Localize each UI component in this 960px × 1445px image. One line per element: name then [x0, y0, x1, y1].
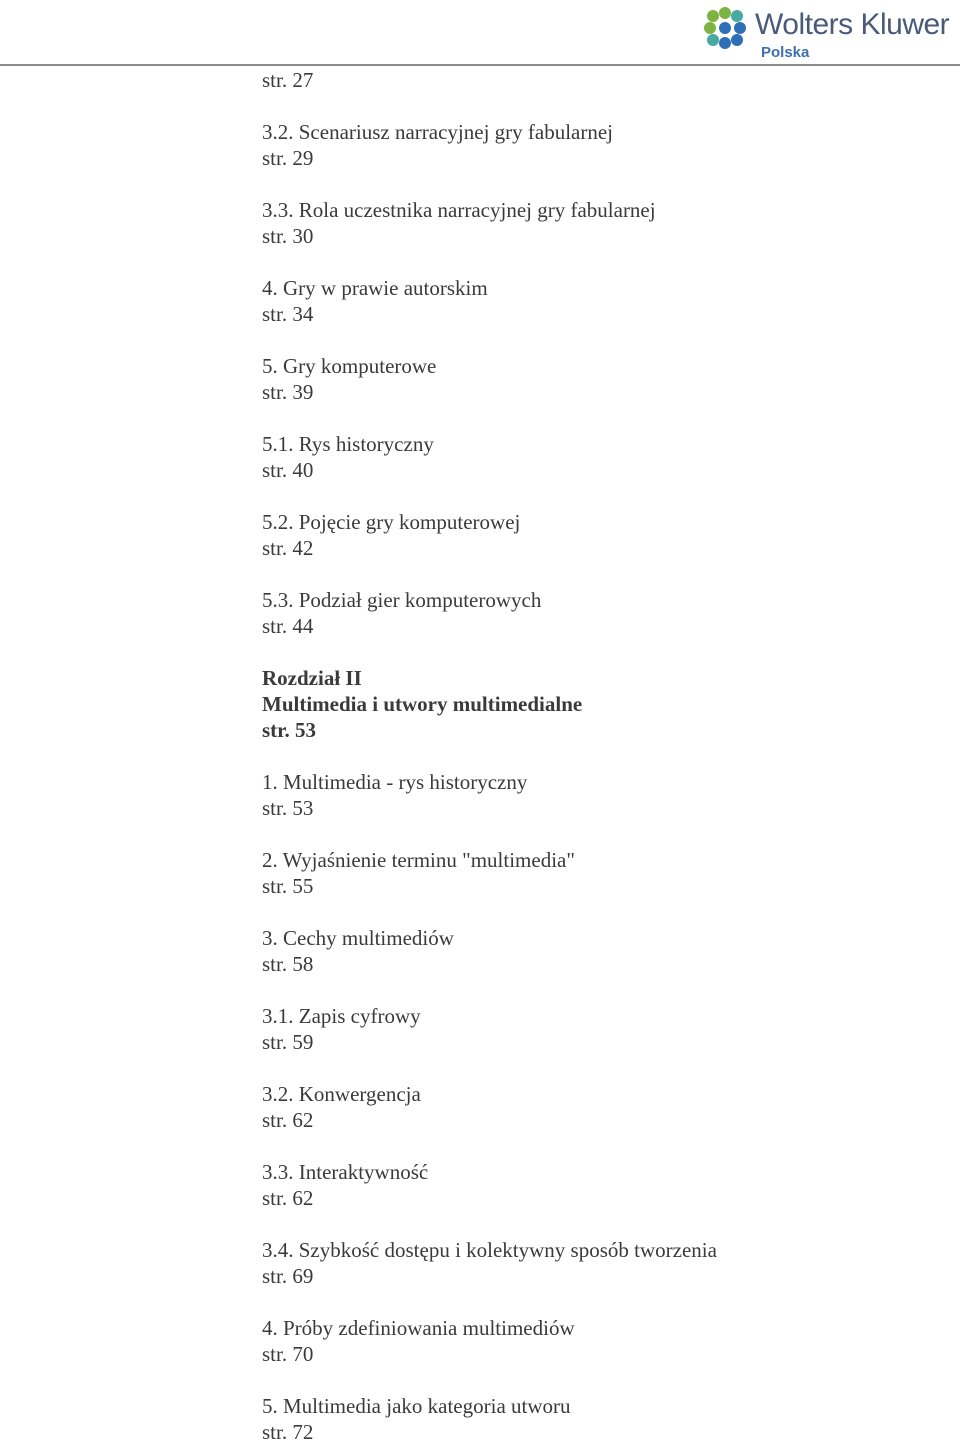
- logo-dot: [707, 34, 719, 46]
- toc-page-number: str. 29: [262, 146, 314, 170]
- toc-entry: [262, 1315, 942, 1367]
- toc-entry-title: 3.2. Scenariusz narracyjnej gry fabularnej: [262, 120, 614, 144]
- logo-dot: [734, 22, 746, 34]
- toc-chapter-title: Rozdział II: [262, 666, 362, 690]
- toc-page-number: str. 70: [262, 1342, 314, 1366]
- toc-entry-title: 5.1. Rys historyczny: [262, 432, 434, 456]
- toc-entry-title: 3.3. Rola uczestnika narracyjnej gry fabularnej: [262, 198, 656, 222]
- toc-chapter-heading: [262, 665, 942, 743]
- toc-spacer: [262, 899, 942, 925]
- toc-entry-title: 5. Multimedia jako kategoria utworu: [262, 1394, 571, 1418]
- toc-entry-title: 1. Multimedia - rys historyczny: [262, 770, 528, 794]
- toc-entry: [262, 67, 942, 93]
- toc-entry-title: 4. Próby zdefiniowania multimediów: [262, 1316, 575, 1340]
- toc-spacer: [262, 1367, 942, 1393]
- toc-spacer: [262, 327, 942, 353]
- toc-spacer: [262, 171, 942, 197]
- toc-page-number: str. 53: [262, 718, 317, 742]
- toc-page-number: str. 39: [262, 380, 314, 404]
- toc-spacer: [262, 1211, 942, 1237]
- logo-wordmark: Wolters Kluwer: [755, 8, 950, 41]
- toc-entry-title: 2. Wyjaśnienie terminu "multimedia": [262, 848, 575, 872]
- table-of-contents: [262, 67, 942, 1445]
- logo-dot: [719, 7, 731, 19]
- toc-page-number: str. 62: [262, 1108, 314, 1132]
- toc-entry-title: 4. Gry w prawie autorskim: [262, 276, 488, 300]
- toc-page-number: str. 40: [262, 458, 314, 482]
- toc-entry: [262, 769, 942, 821]
- toc-entry-title: 3.4. Szybkość dostępu i kolektywny sposób tworzenia: [262, 1238, 717, 1262]
- toc-entry: [262, 1081, 942, 1133]
- toc-page-number: str. 55: [262, 874, 314, 898]
- toc-page-number: str. 34: [262, 302, 314, 326]
- toc-entry: [262, 925, 942, 977]
- toc-entry: [262, 1393, 942, 1445]
- logo-dot: [704, 22, 716, 34]
- toc-entry: [262, 847, 942, 899]
- toc-page-number: str. 53: [262, 796, 314, 820]
- toc-spacer: [262, 821, 942, 847]
- toc-spacer: [262, 1289, 942, 1315]
- toc-page-number: str. 30: [262, 224, 314, 248]
- logo-dot: [719, 37, 731, 49]
- wolters-kluwer-logo-mark-icon: [703, 6, 747, 50]
- toc-entry: [262, 1237, 942, 1289]
- logo-dot: [731, 34, 743, 46]
- toc-entry: [262, 1003, 942, 1055]
- header-divider: [0, 64, 960, 66]
- toc-page-number: str. 44: [262, 614, 314, 638]
- toc-entry-title: 3.2. Konwergencja: [262, 1082, 421, 1106]
- toc-spacer: [262, 405, 942, 431]
- toc-entry: [262, 353, 942, 405]
- toc-page-number: str. 62: [262, 1186, 314, 1210]
- logo-dot: [731, 10, 743, 22]
- toc-page-number: str. 72: [262, 1420, 314, 1444]
- toc-spacer: [262, 977, 942, 1003]
- toc-page-number: str. 58: [262, 952, 314, 976]
- toc-entry: [262, 1159, 942, 1211]
- toc-entry-title: 5.3. Podział gier komputerowych: [262, 588, 542, 612]
- toc-spacer: [262, 483, 942, 509]
- toc-page-number: str. 27: [262, 68, 314, 92]
- toc-entry-title: 3. Cechy multimediów: [262, 926, 454, 950]
- toc-spacer: [262, 249, 942, 275]
- toc-spacer: [262, 561, 942, 587]
- logo-subtitle: Polska: [761, 44, 810, 61]
- toc-entry: [262, 431, 942, 483]
- toc-page-number: str. 59: [262, 1030, 314, 1054]
- toc-page-number: str. 42: [262, 536, 314, 560]
- toc-entry: [262, 509, 942, 561]
- toc-spacer: [262, 639, 942, 665]
- toc-entry-title: 3.3. Interaktywność: [262, 1160, 429, 1184]
- toc-entry: [262, 197, 942, 249]
- toc-spacer: [262, 1133, 942, 1159]
- toc-entry-title: 5.2. Pojęcie gry komputerowej: [262, 510, 521, 534]
- logo-dot: [719, 22, 731, 34]
- toc-spacer: [262, 93, 942, 119]
- logo-dot: [707, 10, 719, 22]
- toc-spacer: [262, 1055, 942, 1081]
- toc-chapter-title: Multimedia i utwory multimedialne: [262, 692, 583, 716]
- wolters-kluwer-logo: [703, 4, 958, 62]
- toc-entry: [262, 119, 942, 171]
- toc-page-number: str. 69: [262, 1264, 314, 1288]
- toc-entry: [262, 275, 942, 327]
- toc-entry-title: 3.1. Zapis cyfrowy: [262, 1004, 421, 1028]
- toc-entry: [262, 587, 942, 639]
- toc-spacer: [262, 743, 942, 769]
- toc-entry-title: 5. Gry komputerowe: [262, 354, 437, 378]
